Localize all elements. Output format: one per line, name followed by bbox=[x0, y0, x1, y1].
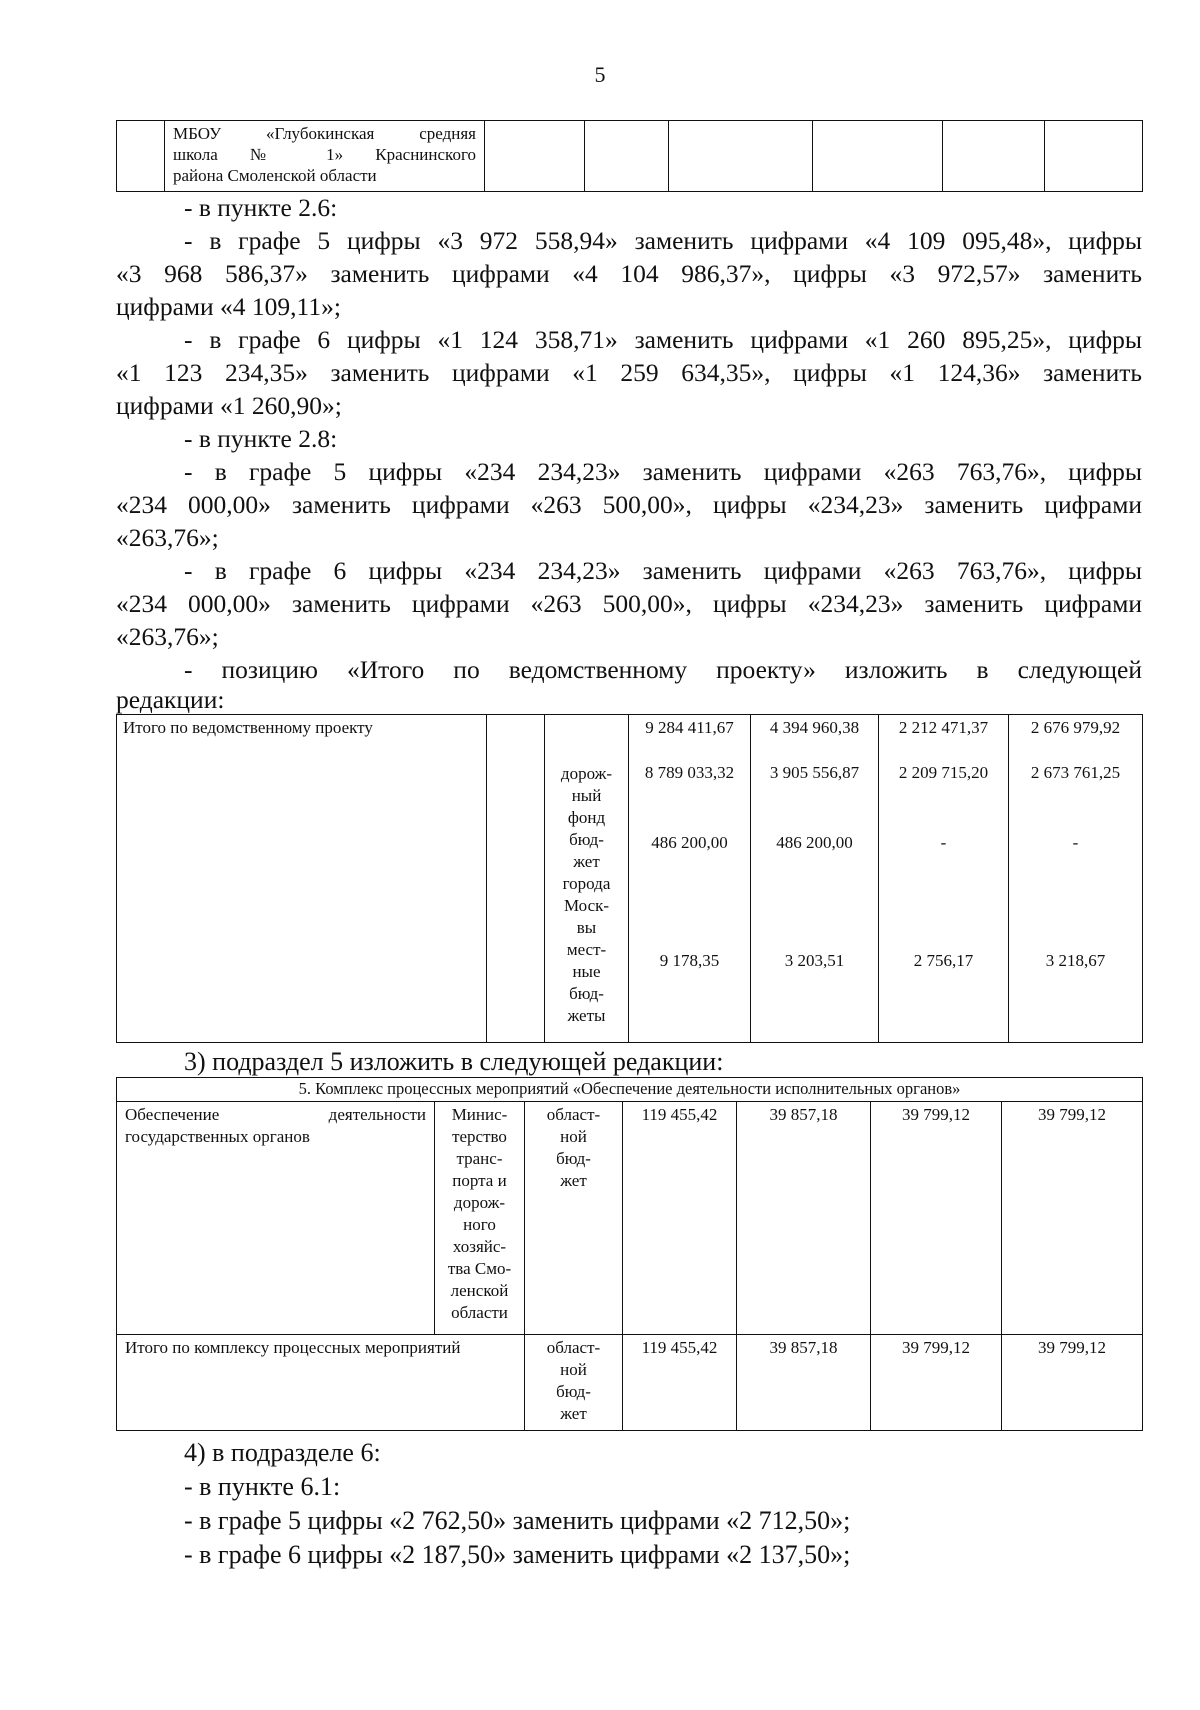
src-road-l2: ный bbox=[571, 786, 602, 805]
p-2-6-col6-l1: - в графе 6 цифры «1 124 358,71» заменить цифрами «1 260 895,25», цифры bbox=[184, 325, 1142, 354]
src-road-l1: дорож- bbox=[560, 764, 613, 783]
org-l2: терство bbox=[452, 1127, 507, 1146]
moscow-d: - bbox=[1072, 833, 1079, 852]
org-name-cell bbox=[165, 121, 485, 192]
row1-val-d: 39 799,12 bbox=[1002, 1102, 1143, 1335]
itogo-col-c bbox=[879, 715, 1009, 1043]
p-itogo-l2: редакции: bbox=[116, 685, 225, 714]
itogo-sources bbox=[545, 715, 629, 1043]
moscow-c: - bbox=[940, 833, 947, 852]
org-l3: транс- bbox=[456, 1149, 503, 1168]
row1-src-l4: жет bbox=[560, 1171, 587, 1190]
local-c: 2 756,17 bbox=[913, 951, 974, 970]
p-itogo-l1: - позицию «Итого по ведомственному проекту» изложить в следующей bbox=[184, 655, 1142, 684]
itogo-label: Итого по ведомственному проекту bbox=[117, 715, 487, 1043]
src-local-l3: бюд- bbox=[569, 984, 604, 1003]
org-l8: тва Смо- bbox=[447, 1259, 512, 1278]
p-2-8-col6-l3: «263,76»; bbox=[116, 622, 219, 651]
org-l7: хозяйс- bbox=[452, 1237, 507, 1256]
complex-row1-org bbox=[435, 1102, 525, 1335]
src-moscow-l5: вы bbox=[576, 918, 597, 937]
page-number: 5 bbox=[594, 62, 606, 87]
p-2-6-col6-l3: цифрами «1 260,90»; bbox=[116, 391, 342, 420]
src-local-l4: жеты bbox=[567, 1006, 606, 1025]
itogo-table bbox=[116, 714, 1143, 1043]
p-2-6-col5-l2: «3 968 586,37» заменить цифрами «4 104 986,37», цифры «3 972,57» заменить bbox=[116, 259, 1142, 288]
src-moscow-l4: Моск- bbox=[563, 896, 610, 915]
complex-header: 5. Комплекс процессных мероприятий «Обеспечение деятельности исполнительных органов» bbox=[117, 1078, 1143, 1102]
road-a: 8 789 033,32 bbox=[644, 763, 735, 782]
itogo-col-d bbox=[1009, 715, 1143, 1043]
top-table bbox=[116, 120, 1143, 192]
row1-src-l1: област- bbox=[546, 1105, 601, 1124]
itogo-col-a bbox=[629, 715, 751, 1043]
p-2-8-col6-l1: - в графе 6 цифры «234 234,23» заменить цифрами «263 763,76», цифры bbox=[184, 556, 1142, 585]
p-2-6-col5-l1: - в графе 5 цифры «3 972 558,94» заменить цифрами «4 109 095,48», цифры bbox=[184, 226, 1142, 255]
complex-row1-label bbox=[117, 1102, 435, 1335]
src-moscow-l1: бюд- bbox=[569, 830, 604, 849]
row1-val-c: 39 799,12 bbox=[871, 1102, 1002, 1335]
org-line-1: МБОУ «Глубокинская средняя bbox=[173, 124, 476, 143]
road-b: 3 905 556,87 bbox=[769, 763, 860, 782]
p-2-8-col5-l2: «234 000,00» заменить цифрами «263 500,00», цифры «234,23» заменить цифрами bbox=[116, 490, 1142, 519]
total-d: 2 676 979,92 bbox=[1030, 718, 1121, 737]
org-l1: Минис- bbox=[451, 1105, 508, 1124]
section-3-heading: 3) подраздел 5 изложить в следующей редакции: bbox=[184, 1047, 724, 1076]
row2-val-d: 39 799,12 bbox=[1002, 1335, 1143, 1431]
p-section-6: 4) в подразделе 6: bbox=[184, 1438, 381, 1467]
road-c: 2 209 715,20 bbox=[898, 763, 989, 782]
p-6-1-col6: - в графе 6 цифры «2 187,50» заменить цифрами «2 137,50»; bbox=[184, 1540, 851, 1569]
p-2-6-col5-l3: цифрами «4 109,11»; bbox=[116, 292, 341, 321]
road-d: 2 673 761,25 bbox=[1030, 763, 1121, 782]
complex-row1-src bbox=[525, 1102, 623, 1335]
org-l10: области bbox=[451, 1303, 508, 1322]
src-road-l3: фонд bbox=[567, 808, 606, 827]
itogo-col-b bbox=[751, 715, 879, 1043]
complex-row2-label: Итого по комплексу процессных мероприятий bbox=[117, 1335, 525, 1431]
row2-src-l2: ной bbox=[560, 1360, 587, 1379]
row1-val-b: 39 857,18 bbox=[737, 1102, 871, 1335]
org-l5: дорож- bbox=[453, 1193, 506, 1212]
row2-src-l1: област- bbox=[546, 1338, 601, 1357]
p-2-6-col6-l2: «1 123 234,35» заменить цифрами «1 259 634,35», цифры «1 124,36» заменить bbox=[116, 358, 1142, 387]
complex-row2-src bbox=[525, 1335, 623, 1431]
row2-src-l4: жет bbox=[560, 1404, 587, 1423]
org-l9: ленской bbox=[450, 1281, 509, 1300]
p-2-6: - в пункте 2.6: bbox=[184, 193, 338, 222]
local-a: 9 178,35 bbox=[659, 951, 720, 970]
org-line-3: района Смоленской области bbox=[173, 166, 377, 185]
p-6-1: - в пункте 6.1: bbox=[184, 1472, 341, 1501]
row2-src-l3: бюд- bbox=[556, 1382, 591, 1401]
org-l4: порта и bbox=[452, 1171, 507, 1190]
row1-val-a: 119 455,42 bbox=[623, 1102, 737, 1335]
src-local-l1: мест- bbox=[566, 940, 607, 959]
local-b: 3 203,51 bbox=[784, 951, 845, 970]
src-moscow-l3: города bbox=[562, 874, 611, 893]
src-moscow-l2: жет bbox=[573, 852, 600, 871]
p-2-8-col5-l3: «263,76»; bbox=[116, 523, 219, 552]
row2-val-a: 119 455,42 bbox=[623, 1335, 737, 1431]
total-c: 2 212 471,37 bbox=[898, 718, 989, 737]
row2-val-c: 39 799,12 bbox=[871, 1335, 1002, 1431]
moscow-a: 486 200,00 bbox=[651, 833, 728, 852]
row1-src-l3: бюд- bbox=[556, 1149, 591, 1168]
row1-label-l1: Обеспечение деятельности bbox=[125, 1105, 426, 1124]
row1-label-l2: государственных органов bbox=[125, 1127, 310, 1146]
src-local-l2: ные bbox=[572, 962, 601, 981]
row2-val-b: 39 857,18 bbox=[737, 1335, 871, 1431]
row1-src-l2: ной bbox=[560, 1127, 587, 1146]
p-6-1-col5: - в графе 5 цифры «2 762,50» заменить цифрами «2 712,50»; bbox=[184, 1506, 851, 1535]
total-a: 9 284 411,67 bbox=[645, 718, 734, 737]
complex-table bbox=[116, 1077, 1143, 1431]
total-b: 4 394 960,38 bbox=[769, 718, 860, 737]
p-2-8-col6-l2: «234 000,00» заменить цифрами «263 500,00», цифры «234,23» заменить цифрами bbox=[116, 589, 1142, 618]
org-line-2: школа № 1» Краснинского bbox=[173, 145, 476, 164]
local-d: 3 218,67 bbox=[1045, 951, 1106, 970]
moscow-b: 486 200,00 bbox=[776, 833, 853, 852]
org-l6: ного bbox=[463, 1215, 496, 1234]
p-2-8: - в пункте 2.8: bbox=[184, 424, 338, 453]
p-2-8-col5-l1: - в графе 5 цифры «234 234,23» заменить цифрами «263 763,76», цифры bbox=[184, 457, 1142, 486]
